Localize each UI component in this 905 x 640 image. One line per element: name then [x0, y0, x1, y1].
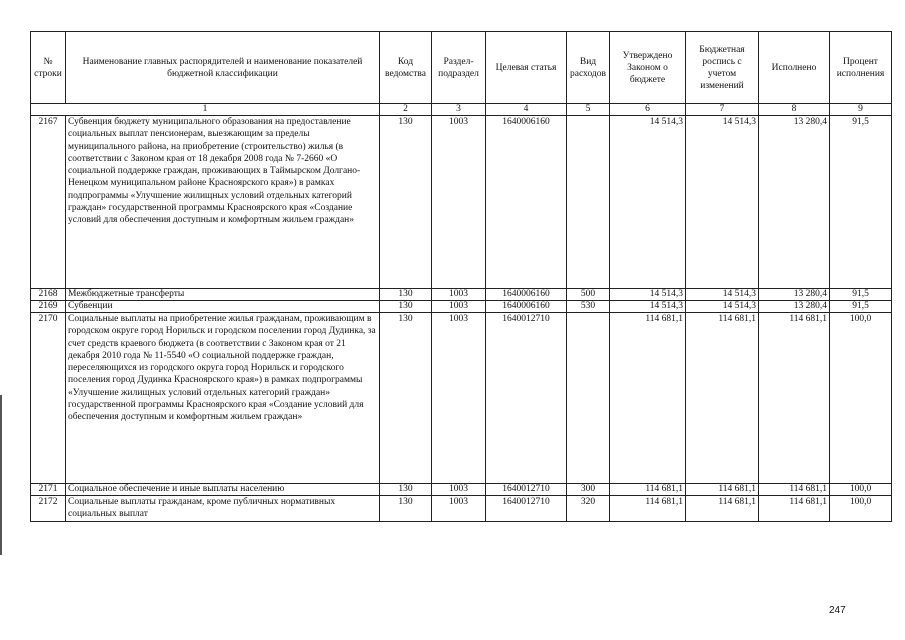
header-row-no: № строки	[31, 32, 66, 104]
scan-edge-mark	[0, 395, 2, 555]
row-target: 1640006160	[486, 116, 567, 289]
budget-table	[30, 31, 892, 522]
row-type: 530	[567, 301, 610, 313]
row-percent: 91,5	[830, 116, 892, 289]
row-approved: 114 681,1	[610, 484, 686, 496]
column-number: 7	[686, 104, 759, 116]
row-section: 1003	[432, 313, 486, 484]
column-number: 3	[432, 104, 486, 116]
row-executed: 114 681,1	[759, 496, 830, 522]
table-row	[31, 289, 892, 301]
column-number: 1	[31, 104, 380, 116]
row-percent: 100,0	[830, 313, 892, 484]
row-target: 1640006160	[486, 289, 567, 301]
row-executed: 13 280,4	[759, 116, 830, 289]
page-number: 247	[829, 605, 846, 616]
row-target: 1640012710	[486, 313, 567, 484]
column-number: 8	[759, 104, 830, 116]
row-dept: 130	[380, 116, 432, 289]
row-percent: 91,5	[830, 301, 892, 313]
row-approved: 14 514,3	[610, 116, 686, 289]
header-approved: Утверждено Законом о бюджете	[610, 32, 686, 104]
row-percent: 91,5	[830, 289, 892, 301]
row-dept: 130	[380, 484, 432, 496]
row-no: 2172	[31, 496, 66, 522]
row-no: 2171	[31, 484, 66, 496]
column-number: 5	[567, 104, 610, 116]
row-approved: 114 681,1	[610, 313, 686, 484]
row-name: Социальные выплаты на приобретение жилья гражданам, проживающим в городском округе город Норильск и городском поселении город Дудинка, за счет средств краевого бюджета (в соответствии с Законом края от 21 декабря 2010 года № 11-5540 «О социальной поддержке граждан, переселяющихся из городского округа город Норильск и городского поселения город Дудинка Красноярского края») в рамках подпрограммы «Улучшение жилищных условий отдельных категорий граждан» государственной программы Красноярского края «Создание условий для обеспечения доступным и комфортным жильем граждан»	[66, 313, 380, 484]
row-name: Субвенции	[66, 301, 380, 313]
row-schedule: 14 514,3	[686, 289, 759, 301]
row-name: Социальное обеспечение и иные выплаты населению	[66, 484, 380, 496]
row-dept: 130	[380, 289, 432, 301]
row-schedule: 14 514,3	[686, 301, 759, 313]
row-schedule: 114 681,1	[686, 313, 759, 484]
header-target: Целевая статья	[486, 32, 567, 104]
row-executed: 13 280,4	[759, 289, 830, 301]
row-no: 2169	[31, 301, 66, 313]
row-schedule: 114 681,1	[686, 496, 759, 522]
header-name: Наименование главных распорядителей и наименование показателей бюджетной классификации	[66, 32, 380, 104]
row-section: 1003	[432, 289, 486, 301]
table-row	[31, 313, 892, 484]
row-dept: 130	[380, 496, 432, 522]
row-target: 1640006160	[486, 301, 567, 313]
row-no: 2168	[31, 289, 66, 301]
row-executed: 114 681,1	[759, 484, 830, 496]
row-type	[567, 313, 610, 484]
row-type: 320	[567, 496, 610, 522]
row-dept: 130	[380, 313, 432, 484]
row-target: 1640012710	[486, 484, 567, 496]
header-exp-type: Вид расходов	[567, 32, 610, 104]
row-type: 500	[567, 289, 610, 301]
table-row	[31, 496, 892, 522]
row-executed: 13 280,4	[759, 301, 830, 313]
row-type: 300	[567, 484, 610, 496]
table-row	[31, 484, 892, 496]
row-percent: 100,0	[830, 484, 892, 496]
row-name: Межбюджетные трансферты	[66, 289, 380, 301]
row-section: 1003	[432, 484, 486, 496]
row-target: 1640012710	[486, 496, 567, 522]
row-executed: 114 681,1	[759, 313, 830, 484]
row-no: 2167	[31, 116, 66, 289]
row-section: 1003	[432, 496, 486, 522]
column-number: 2	[380, 104, 432, 116]
column-number: 4	[486, 104, 567, 116]
header-schedule: Бюджетная роспись с учетом изменений	[686, 32, 759, 104]
header-section: Раздел-подраздел	[432, 32, 486, 104]
header-dept-code: Код ведомства	[380, 32, 432, 104]
column-number: 9	[830, 104, 892, 116]
row-no: 2170	[31, 313, 66, 484]
row-approved: 14 514,3	[610, 289, 686, 301]
column-number: 6	[610, 104, 686, 116]
header-executed: Исполнено	[759, 32, 830, 104]
row-approved: 114 681,1	[610, 496, 686, 522]
header-row	[31, 32, 892, 104]
row-schedule: 14 514,3	[686, 116, 759, 289]
row-approved: 14 514,3	[610, 301, 686, 313]
row-percent: 100,0	[830, 496, 892, 522]
column-number-row	[31, 104, 892, 116]
table-row	[31, 116, 892, 289]
header-percent: Процент исполнения	[830, 32, 892, 104]
row-dept: 130	[380, 301, 432, 313]
row-schedule: 114 681,1	[686, 484, 759, 496]
row-section: 1003	[432, 301, 486, 313]
table-row	[31, 301, 892, 313]
row-section: 1003	[432, 116, 486, 289]
row-type	[567, 116, 610, 289]
row-name: Социальные выплаты гражданам, кроме публичных нормативных социальных выплат	[66, 496, 380, 522]
row-name: Субвенция бюджету муниципального образования на предоставление социальных выплат пенсионерам, выезжающим за пределы муниципального района, на приобретение (строительство) жилья (в соответствии с Законом края от 18 декабря 2008 года № 7-2660 «О социальной поддержке граждан, проживающих в Таймырском Долгано-Ненецком муниципальном районе Красноярского края») в рамках подпрограммы «Улучшение жилищных условий отдельных категорий граждан» государственной программы Красноярского края «Создание условий для обеспечения доступным и комфортным жильем граждан»	[66, 116, 380, 289]
